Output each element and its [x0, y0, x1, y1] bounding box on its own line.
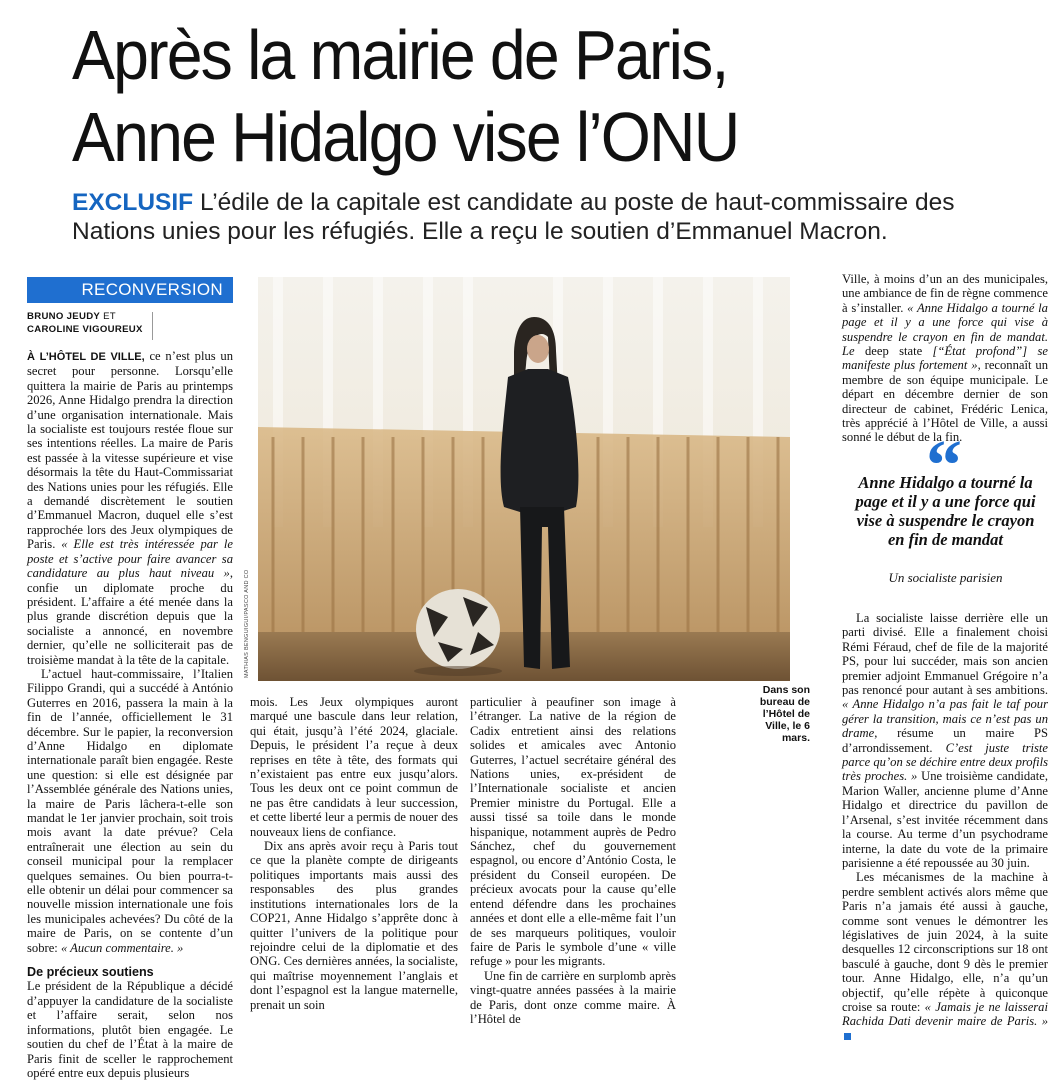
pull-quote-attribution: Un socialiste parisien [888, 570, 1003, 585]
section-rubric: RECONVERSION [27, 277, 233, 303]
paragraph-text: , reconnaît un membre de son équipe municipale. Le départ en décembre dernier de son directeur de cabinet, Frédéric Lenica, très apprécié à l’Hôtel de Ville, a aussi sonné le début de la fin. [842, 358, 1048, 445]
paragraph-text: L’actuel haut-commissaire, l’Italien Filippo Grandi, qui a succédé à António Guterres en 2016, passera la main à la fin de l’année, officiellement le 31 décembre. Sur le papier, la reconversion d’Anne Hidalgo en diplomate internationale paraît bien engagée. Reste une question: si elle est désignée par l’Assemblée générale des Nations unies, la maire de Paris lâchera-t-elle son mandat le 1er janvier prochain, soit trois mois avant la date prévue? Cela entraînerait une élection au sein du conseil municipal pour la remplacer quelques semaines. Ou bien pourra-t-elle obtenir un délai pour commencer sa nouvelle mission internationale une fois les municipales achevées? Du côté de la maire de Paris, on se contente d’un sobre: [27, 666, 233, 955]
article-paragraph: mois. Les Jeux olympiques auront marqué une bascule dans leur relation, qui était, jusqu’à l’été 2024, glaciale. Depuis, le président l’a reçue à deux reprises en tête à tête, des formats qui n’existaient pas entre eux jusqu’alors. Tous les deux ont ce point commun de ne pas être candidats à leur succession, et cette liberté leur a permis de nouer des nouveaux liens de confiance. [250, 695, 458, 839]
article-paragraph: particulier à peaufiner son image à l’étranger. La native de la région de Cadix entretient ainsi des relations solides et amicales avec Antonio Guterres, l’actuel secrétaire général des Nations unies, ex-président de l’Internationale socialiste et ancien Premier ministre du Portugal. Elle a aussi tissé sa toile dans le monde hispanique, notamment auprès de Pedro Sánchez, chef du gouvernement espagnol, ou encore d’António Costa, le président du Conseil européen. De précieux avocats pour la cause qu’elle entend défendre dans les prochaines années et dont elle a elle-même fait l’un de ses marqueurs politiques, vouloir faire de Paris le symbole d’une « ville refuge » pour les migrants. [470, 695, 676, 969]
paragraph-text: Ville, à moins d’un an des municipales, une ambiance de fin de règne commence à s’installer. [842, 272, 1048, 315]
headline [72, 14, 955, 178]
end-mark-icon [844, 1033, 851, 1040]
byline [27, 310, 167, 336]
article-paragraph [842, 272, 1048, 445]
deck-kicker: EXCLUSIF [72, 189, 194, 216]
paragraph-text: , résume un maire PS d’arrondissement. [842, 726, 1048, 755]
hero-photo [258, 277, 790, 681]
article-column-4b [842, 611, 1048, 1043]
article-paragraph: Dix ans après avoir reçu à Paris tout ce que la planète compte de dirigeants politiques importants mais aussi des responsables des plus grandes institutions internationales lors de la COP21, Anne Hidalgo s’apprête donc à quitter l’univers de la politique pour rejoindre celui de la diplomatie et des ONG. Ces dernières années, la socialiste, qui maîtrise moyennement l’anglais et dont l’espagnol est la langue maternelle, prenait un soin [250, 839, 458, 1012]
byline-et: ET [100, 311, 116, 322]
article-column-1 [27, 349, 233, 1080]
photo-credit: MATHIAS BENGUIGUI/PASCO AND CO [244, 569, 250, 678]
author-2: CAROLINE VIGOUREUX [27, 324, 143, 335]
paragraph-text: Les mécanismes de la machine à perdre semblent activés alors même que Paris n’a jamais été aussi à gauche, comme sont venues le démontrer les législatives de juin 2024, à la suite desquelles 12 circonscriptions sur 18 ont basculé à gauche, dont 9 dès le premier tour. Anne Hidalgo, elle, n’a qu’un objectif, qu’elle répète à quiconque croise sa route: [842, 870, 1048, 1014]
quote-mark-icon: “ [926, 425, 962, 505]
author-1: BRUNO JEUDY [27, 311, 101, 322]
quote-text: [“État profond”] se manifeste plus fortement » [842, 344, 1048, 373]
headline-line-1: Après la mairie de Paris, [72, 16, 728, 94]
paragraph-text: , confie un diplomate proche du président. L’affaire a été menée dans la plus grande discrétion depuis que la socialiste a annoncé, en novembre dernier, qu’elle ne solliciterait pas de troisième mandat à la tête de la capitale. [27, 566, 233, 667]
article-column-3 [470, 695, 676, 1026]
paragraph-text: La socialiste laisse derrière elle un parti divisé. Elle a finalement choisi Rémi Féraud, chef de file de la majorité PS, pour lui succéder, mais son ancien premier adjoint Emmanuel Grégoire n’a pas renoncé pour autant à ses ambitions. [842, 611, 1048, 698]
deck-text: L’édile de la capitale est candidate au poste de haut-commissaire des Nations unies pour les réfugiés. Elle a reçu le soutien d’Emmanuel Macron. [72, 189, 955, 245]
subhead: De précieux soutiens [27, 965, 154, 980]
quote-text: « Jamais je ne laisserai Rachida Dati devenir maire de Paris. » [842, 999, 1048, 1029]
article-paragraph: Une fin de carrière en surplomb après vingt-quatre années passées à la mairie de Paris, dont onze comme maire. À l’Hôtel de [470, 968, 676, 1026]
quote-text: C’est juste triste parce qu’on se déchire entre deux profils très proches. » [842, 740, 1048, 784]
paragraph-text: ce n’est plus un secret pour personne. Lorsqu’elle quittera la mairie de Paris au printemps 2026, Anne Hidalgo prendra la direction d’une organisation internationale. Mais la socialiste est toujours restée floue sur ses intentions réelles. La maire de Paris est passée à la vitesse supérieure et vise désormais la tête du Haut-Commissariat des Nations unies pour les réfugiés. Elle a demandé discrètement le soutien d’Emmanuel Macron, duquel elle s’est rapprochée lors des Jeux olympiques de Paris. [27, 349, 233, 552]
byline-divider [152, 312, 153, 340]
article-column-4 [842, 272, 1048, 445]
article-paragraph [842, 870, 1048, 1043]
quote-text: « Aucun commentaire. » [60, 940, 184, 955]
quote-text: « Anne Hidalgo n’a pas fait le taf pour gérer la transition, mais ce n’est pas un drame [842, 697, 1048, 741]
paragraph-text: Une troisième candidate, Marion Waller, ancienne plume d’Anne Hidalgo et directrice du pavillon de l’Arsenal, s’est invitée récemment dans la course. Au terme d’un psychodrame interne, la date du vote de la primaire parisienne a été repoussée au 30 juin. [842, 769, 1048, 870]
article-paragraph [27, 349, 233, 667]
article-paragraph [27, 667, 233, 955]
photo-caption: Dans son bureau de l’Hôtel de Ville, le 6 mars. [759, 684, 810, 744]
headline-line-2: Anne Hidalgo vise l’ONU [72, 98, 739, 176]
paragraph-text: deep state [864, 344, 923, 359]
deck [72, 188, 972, 246]
quote-text: « Anne Hidalgo a tourné la page et il y a une force qui vise à suspendre le crayon en fin de mandat. Le [842, 300, 1048, 359]
pull-quote: Anne Hidalgo a tourné la page et il y a une force qui vise à suspendre le crayon en fin de mandat [855, 473, 1036, 549]
lead-in: À L’HÔTEL DE VILLE, [27, 351, 145, 363]
article-paragraph [842, 611, 1048, 870]
quote-text: « Elle est très intéressée par le poste et s’active pour faire avancer sa candidature au plus haut niveau » [27, 537, 233, 581]
article-column-2 [250, 695, 458, 1012]
photo-illustration [258, 277, 790, 681]
article-paragraph: Le président de la République a décidé d’appuyer la candidature de la socialiste et l’affaire serait, selon nos informations, plutôt bien engagée. Le soutien du chef de l’État à la maire de Paris finit de sceller le rapprochement opéré entre eux depuis plusieurs [27, 979, 233, 1080]
